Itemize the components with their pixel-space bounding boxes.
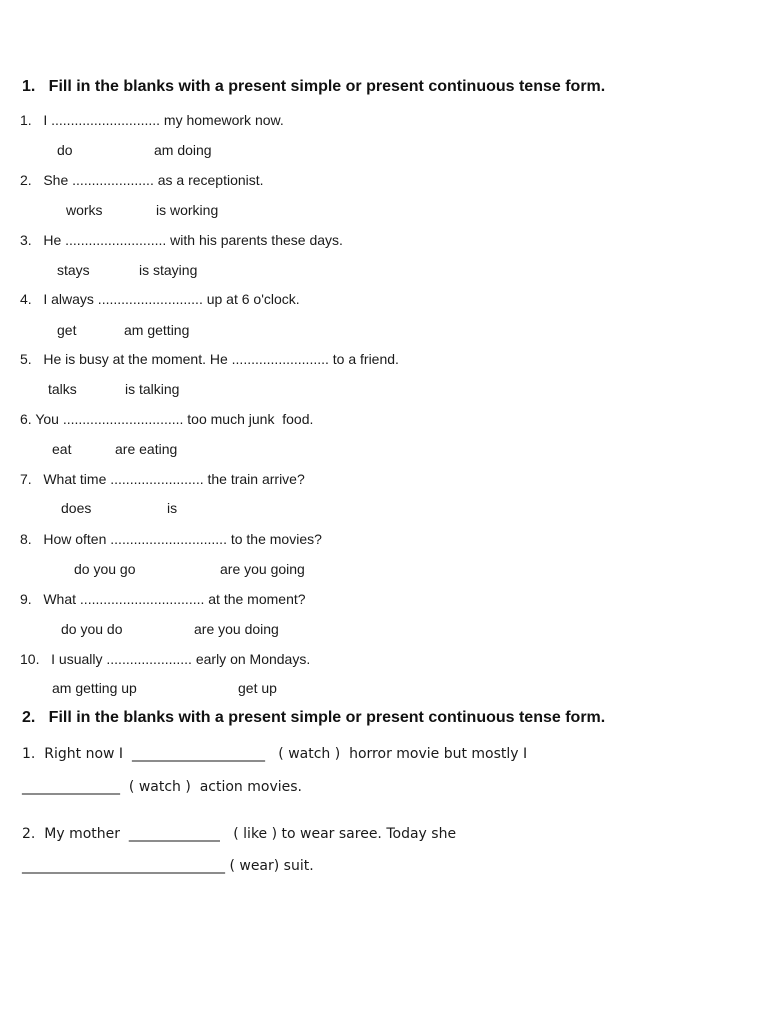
option-3a: stays <box>57 262 90 278</box>
option-8a: do you go <box>74 561 136 577</box>
question-9: 9. What ................................ at the moment? <box>20 591 306 607</box>
option-6a: eat <box>52 441 72 457</box>
exercise-1-line-2: ______________ ( watch ) action movies. <box>22 779 302 795</box>
option-10a: am getting up <box>52 680 137 696</box>
option-8b: are you going <box>220 561 305 577</box>
question-10: 10. I usually ...................... early on Mondays. <box>20 651 311 667</box>
question-7: 7. What time ........................ the train arrive? <box>20 471 305 487</box>
option-2a: works <box>66 202 103 218</box>
option-9a: do you do <box>61 621 123 637</box>
option-7b: is <box>167 500 178 516</box>
exercise-2-line-2: _____________________________ ( wear) suit. <box>22 858 314 874</box>
section-1-heading: 1. Fill in the blanks with a present simple or present continuous tense form. <box>22 78 606 95</box>
option-5b: is talking <box>125 381 180 397</box>
question-8: 8. How often .............................. to the movies? <box>20 531 322 547</box>
option-9b: are you doing <box>194 621 279 637</box>
question-3: 3. He .......................... with his parents these days. <box>20 232 343 248</box>
option-10b: get up <box>238 680 277 696</box>
option-1a: do <box>57 142 73 158</box>
option-5a: talks <box>48 381 77 397</box>
question-4: 4. I always ........................... up at 6 o'clock. <box>20 291 300 307</box>
question-2: 2. She ..................... as a receptionist. <box>20 172 264 188</box>
option-3b: is staying <box>139 262 198 278</box>
option-6b: are eating <box>115 441 178 457</box>
question-6: 6. You ............................... too much junk food. <box>20 411 314 427</box>
exercise-2-line-1: 2. My mother _____________ ( like ) to wear saree. Today she <box>22 826 457 842</box>
option-2b: is working <box>156 202 219 218</box>
option-7a: does <box>61 500 92 516</box>
question-1: 1. I ............................ my homework now. <box>20 112 284 128</box>
question-5: 5. He is busy at the moment. He ......................... to a friend. <box>20 351 399 367</box>
option-4b: am getting <box>124 322 190 338</box>
option-1b: am doing <box>154 142 212 158</box>
section-2-heading: 2. Fill in the blanks with a present simple or present continuous tense form. <box>22 709 606 726</box>
exercise-1-line-1: 1. Right now I ___________________ ( watch ) horror movie but mostly I <box>22 746 528 762</box>
option-4a: get <box>57 322 77 338</box>
